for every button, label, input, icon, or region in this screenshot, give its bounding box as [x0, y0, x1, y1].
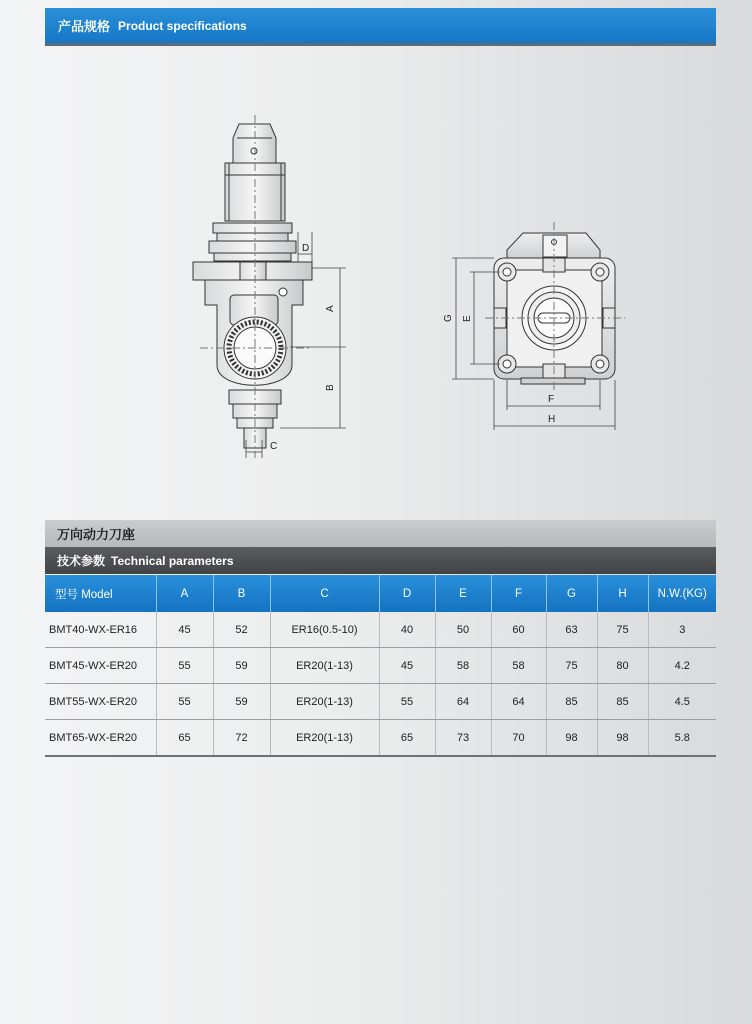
- cell-c: ER16(0.5-10): [270, 612, 379, 648]
- dim-label-g: G: [443, 314, 454, 322]
- cell-a: 45: [156, 612, 213, 648]
- product-name: 万向动力刀座: [57, 527, 136, 542]
- front-view: [485, 222, 625, 392]
- dim-label-d: D: [302, 243, 310, 254]
- cell-model: BMT40-WX-ER16: [45, 612, 156, 648]
- cell-f: 64: [491, 684, 546, 720]
- spec-title-en: Product specifications: [118, 18, 247, 33]
- cell-h: 75: [597, 612, 648, 648]
- cell-g: 75: [546, 648, 597, 684]
- header-weight: N.W.(KG): [648, 575, 716, 612]
- cell-g: 85: [546, 684, 597, 720]
- cell-d: 45: [379, 648, 435, 684]
- cell-e: 73: [435, 720, 491, 757]
- cell-model: BMT45-WX-ER20: [45, 648, 156, 684]
- cell-model: BMT65-WX-ER20: [45, 720, 156, 757]
- cell-b: 59: [213, 648, 270, 684]
- parameters-table: [45, 575, 716, 757]
- header-c: C: [270, 575, 379, 612]
- cell-a: 55: [156, 648, 213, 684]
- table-row: [45, 612, 716, 648]
- cell-f: 60: [491, 612, 546, 648]
- cell-weight: 4.2: [648, 648, 716, 684]
- header-f: F: [491, 575, 546, 612]
- cell-model: BMT55-WX-ER20: [45, 684, 156, 720]
- dim-label-h: H: [548, 414, 556, 425]
- cell-g: 98: [546, 720, 597, 757]
- header-model: 型号 Model: [45, 575, 156, 612]
- cell-h: 98: [597, 720, 648, 757]
- tech-title-en: Technical parameters: [111, 553, 234, 568]
- cell-e: 50: [435, 612, 491, 648]
- header-g: G: [546, 575, 597, 612]
- cell-weight: 4.5: [648, 684, 716, 720]
- table-header-row: [45, 575, 716, 612]
- product-name-bar: [45, 520, 716, 547]
- header-d: D: [379, 575, 435, 612]
- technical-drawing: [0, 0, 752, 500]
- table-row: [45, 684, 716, 720]
- cell-b: 52: [213, 612, 270, 648]
- technical-parameters-bar: [45, 547, 716, 574]
- header-a: A: [156, 575, 213, 612]
- cell-h: 85: [597, 684, 648, 720]
- cell-e: 64: [435, 684, 491, 720]
- header-b: B: [213, 575, 270, 612]
- cell-weight: 5.8: [648, 720, 716, 757]
- header-h: H: [597, 575, 648, 612]
- cell-f: 70: [491, 720, 546, 757]
- cell-f: 58: [491, 648, 546, 684]
- table-row: [45, 648, 716, 684]
- cell-c: ER20(1-13): [270, 648, 379, 684]
- cell-h: 80: [597, 648, 648, 684]
- table-row: [45, 720, 716, 757]
- cell-a: 55: [156, 684, 213, 720]
- header-e: E: [435, 575, 491, 612]
- cell-b: 72: [213, 720, 270, 757]
- cell-c: ER20(1-13): [270, 720, 379, 757]
- cell-b: 59: [213, 684, 270, 720]
- cell-g: 63: [546, 612, 597, 648]
- cell-a: 65: [156, 720, 213, 757]
- dim-label-a: A: [325, 305, 336, 312]
- dim-label-e: E: [462, 315, 473, 322]
- cell-d: 40: [379, 612, 435, 648]
- cell-e: 58: [435, 648, 491, 684]
- dim-label-f: F: [548, 394, 555, 405]
- cell-weight: 3: [648, 612, 716, 648]
- dim-label-b: B: [325, 384, 336, 391]
- dim-label-c: C: [270, 441, 278, 452]
- spec-title-cn: 产品规格: [58, 19, 111, 34]
- side-view: [193, 115, 312, 458]
- cell-d: 55: [379, 684, 435, 720]
- tech-title-cn: 技术参数: [57, 554, 106, 568]
- cell-d: 65: [379, 720, 435, 757]
- cell-c: ER20(1-13): [270, 684, 379, 720]
